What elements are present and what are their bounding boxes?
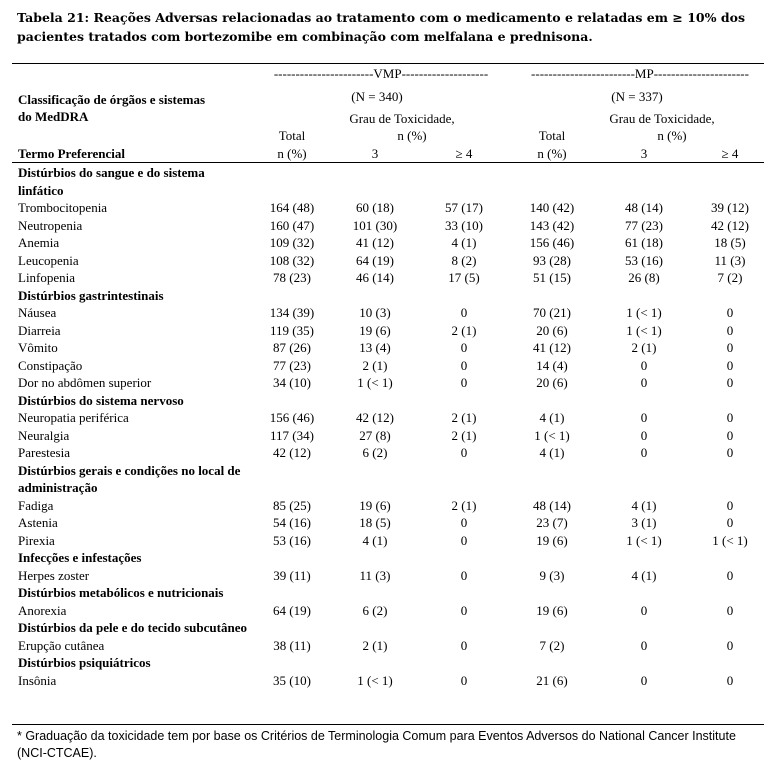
vmp-grade3-cell: 19 (6) bbox=[359, 322, 391, 338]
vmp-total-cell: 108 (32) bbox=[269, 252, 315, 268]
table-row bbox=[12, 252, 764, 270]
mp-total-cell: 41 (12) bbox=[533, 340, 571, 355]
mp-grade3-cell: 26 (8) bbox=[628, 270, 660, 285]
mp-grade4-cell: 0 bbox=[726, 602, 734, 618]
table-row bbox=[12, 672, 764, 690]
header-bottom-rule bbox=[12, 162, 764, 163]
vmp-grade3-cell: 2 (1) bbox=[362, 357, 388, 373]
preferred-term-cell: Pirexia bbox=[18, 532, 55, 548]
mp-total-cell: 7 (2) bbox=[539, 637, 565, 653]
mp-total-cell: 140 (42) bbox=[529, 200, 575, 215]
vmp-grade-header-line2: n (%) bbox=[397, 128, 427, 143]
mp-grade4-cell: 0 bbox=[726, 427, 734, 443]
vmp-total-cell: 35 (10) bbox=[273, 672, 311, 688]
mp-total-header: Total bbox=[538, 128, 566, 143]
mp-total-npct-header: n (%) bbox=[537, 146, 567, 161]
vmp-total-cell: 119 (35) bbox=[270, 322, 314, 338]
vmp-total-cell: 85 (25) bbox=[273, 497, 311, 513]
vmp-total-cell: 87 (26) bbox=[273, 340, 311, 355]
preferred-term-cell: Erupção cutânea bbox=[18, 637, 105, 653]
mp-grade4-cell: 0 bbox=[726, 497, 734, 513]
category-heading: Distúrbios do sistema nervoso bbox=[18, 392, 184, 408]
vmp-grade4-cell: 0 bbox=[460, 567, 468, 583]
category-heading: Distúrbios do sangue e do sistema linfático bbox=[18, 165, 205, 198]
vmp-grade3-cell: 27 (8) bbox=[359, 427, 391, 443]
vmp-total-cell: 39 (11) bbox=[273, 567, 311, 583]
preferred-term-cell: Anorexia bbox=[18, 602, 67, 618]
vmp-total-cell: 109 (32) bbox=[269, 235, 315, 250]
mp-grade4-cell: 0 bbox=[726, 567, 734, 583]
mp-grade3-cell: 0 bbox=[640, 445, 648, 460]
mp-grade3-cell: 0 bbox=[640, 637, 648, 653]
vmp-grade-header-line1: Grau de Toxicidade, bbox=[349, 111, 455, 126]
vmp-total-npct-header: n (%) bbox=[277, 146, 307, 161]
vmp-grade4-cell: 17 (5) bbox=[448, 270, 480, 285]
vmp-grade3-cell: 46 (14) bbox=[356, 270, 394, 285]
vmp-grade3-cell: 41 (12) bbox=[356, 235, 394, 250]
mp-grade4-cell: 18 (5) bbox=[714, 235, 746, 250]
preferred-term-cell: Parestesia bbox=[18, 445, 70, 460]
mp-grade4-cell: 0 bbox=[726, 340, 734, 355]
preferred-term-cell: Astenia bbox=[18, 515, 58, 530]
mp-total-cell: 20 (6) bbox=[536, 322, 568, 338]
table-row bbox=[12, 514, 764, 532]
vmp-grade3-cell: 6 (2) bbox=[362, 445, 388, 460]
vmp-grade3-cell: 101 (30) bbox=[352, 217, 398, 233]
vmp-total-cell: 34 (10) bbox=[273, 375, 311, 390]
vmp-grade4-cell: 0 bbox=[460, 602, 468, 618]
table-row bbox=[12, 357, 764, 375]
preferred-term-cell: Leucopenia bbox=[18, 252, 79, 268]
table-row bbox=[12, 217, 764, 235]
mp-grade4-cell: 0 bbox=[726, 357, 734, 373]
vmp-total-cell: 117 (34) bbox=[270, 427, 314, 443]
mp-grade3-cell: 61 (18) bbox=[625, 235, 663, 250]
preferred-term-cell: Herpes zoster bbox=[18, 567, 90, 583]
vmp-grade4-cell: 0 bbox=[460, 515, 468, 530]
table-row bbox=[12, 444, 764, 462]
preferred-term-cell: Diarreia bbox=[18, 322, 61, 338]
vmp-grade3-cell: 13 (4) bbox=[359, 340, 391, 355]
mp-grade4-cell: 11 (3) bbox=[714, 252, 746, 268]
table-bottom-rule bbox=[12, 724, 764, 725]
vmp-grade3-cell: 1 (< 1) bbox=[357, 672, 393, 688]
preferred-term-cell: Neuropatia periférica bbox=[18, 410, 129, 425]
preferred-term-cell: Neutropenia bbox=[18, 217, 83, 233]
mp-grade3-cell: 0 bbox=[640, 602, 648, 618]
mp-grade4-cell: 42 (12) bbox=[711, 217, 749, 233]
vmp-total-cell: 77 (23) bbox=[273, 357, 311, 373]
mp-grade4-cell: 7 (2) bbox=[717, 270, 743, 285]
preferred-term-cell: Neuralgia bbox=[18, 427, 70, 443]
vmp-grade4-cell: 0 bbox=[460, 357, 468, 373]
category-heading: Distúrbios gastrintestinais bbox=[18, 287, 164, 303]
vmp-grade4-cell: 33 (10) bbox=[445, 217, 483, 233]
mp-total-cell: 19 (6) bbox=[536, 532, 568, 548]
mp-total-cell: 19 (6) bbox=[536, 602, 568, 618]
mp-grade3-cell: 0 bbox=[640, 672, 648, 688]
mp-total-cell: 23 (7) bbox=[536, 515, 568, 530]
vmp-grade3-cell: 42 (12) bbox=[356, 410, 394, 425]
mp-grade4-cell: 0 bbox=[726, 322, 734, 338]
category-heading: Distúrbios gerais e condições no local de administração bbox=[18, 462, 241, 495]
vmp-grade4-cell: 0 bbox=[460, 340, 468, 355]
table-top-rule bbox=[12, 63, 764, 64]
vmp-grade4-cell: 4 (1) bbox=[451, 235, 477, 250]
category-heading: Distúrbios metabólicos e nutricionais bbox=[18, 585, 224, 600]
preferred-term-cell: Insônia bbox=[18, 672, 57, 688]
vmp-grade3-cell: 64 (19) bbox=[356, 252, 394, 268]
vmp-grade3-cell: 19 (6) bbox=[359, 497, 391, 513]
vmp-grade3-cell: 4 (1) bbox=[362, 532, 388, 548]
vmp-group-label: -----------------------VMP-------------------- bbox=[273, 66, 489, 81]
vmp-grade4-cell: 2 (1) bbox=[451, 427, 477, 443]
mp-total-cell: 4 (1) bbox=[539, 410, 565, 425]
preferred-term-cell: Linfopenia bbox=[18, 270, 76, 285]
table-row bbox=[12, 234, 764, 252]
vmp-grade3-cell: 2 (1) bbox=[362, 637, 388, 653]
table-row bbox=[12, 199, 764, 217]
mp-grade3-cell: 1 (< 1) bbox=[626, 322, 662, 338]
mp-grade3-cell: 0 bbox=[640, 375, 648, 390]
mp-grade3-cell: 0 bbox=[640, 410, 648, 425]
mp-total-cell: 48 (14) bbox=[533, 497, 571, 513]
category-heading: Infecções e infestações bbox=[18, 550, 142, 565]
vmp-grade4-cell: 0 bbox=[460, 375, 468, 390]
vmp-total-cell: 42 (12) bbox=[273, 445, 311, 460]
preferred-term-cell: Dor no abdômen superior bbox=[18, 375, 152, 390]
mp-grade3-cell: 0 bbox=[640, 427, 648, 443]
mp-grade4-cell: 1 (< 1) bbox=[712, 532, 748, 548]
mp-grade3-cell: 48 (14) bbox=[625, 200, 663, 215]
mp-grade3-cell: 1 (< 1) bbox=[626, 532, 662, 548]
mp-grade3-header: 3 bbox=[640, 146, 648, 161]
preferred-term-cell: Trombocitopenia bbox=[18, 200, 108, 215]
mp-grade3-cell: 2 (1) bbox=[631, 340, 657, 355]
mp-total-cell: 93 (28) bbox=[533, 252, 571, 268]
preferred-term-cell: Constipação bbox=[18, 357, 83, 373]
mp-grade3-cell: 1 (< 1) bbox=[626, 305, 662, 320]
mp-total-cell: 1 (< 1) bbox=[534, 427, 570, 443]
adverse-reactions-table bbox=[12, 63, 764, 725]
mp-grade4-cell: 0 bbox=[726, 672, 734, 688]
vmp-total-cell: 156 (46) bbox=[269, 410, 315, 425]
vmp-grade4-cell: 2 (1) bbox=[451, 322, 477, 338]
mp-grade3-cell: 0 bbox=[640, 357, 648, 373]
vmp-total-cell: 160 (47) bbox=[269, 217, 315, 233]
soc-header-line1: Classificação de órgãos e sistemas bbox=[18, 92, 206, 107]
table-caption: Tabela 21: Reações Adversas relacionadas ao tratamento com o medicamento e relatadas em ≥ 10% dos pacientes tratados com bortezomibe em combinação com melfalana e prednisona. bbox=[17, 10, 745, 44]
mp-grade4-cell: 0 bbox=[726, 375, 734, 390]
mp-total-cell: 51 (15) bbox=[533, 270, 571, 285]
vmp-grade4-cell: 0 bbox=[460, 532, 468, 548]
preferred-term-header: Termo Preferencial bbox=[18, 146, 125, 161]
vmp-grade3-cell: 18 (5) bbox=[359, 515, 391, 530]
mp-total-cell: 20 (6) bbox=[536, 375, 568, 390]
mp-grade4-cell: 0 bbox=[726, 445, 734, 460]
mp-grade-header-line2: n (%) bbox=[657, 128, 687, 143]
vmp-grade4-cell: 0 bbox=[460, 305, 468, 320]
vmp-total-header: Total bbox=[278, 128, 306, 143]
mp-group-label: ------------------------MP---------------------- bbox=[531, 66, 749, 81]
vmp-grade4-header: ≥ 4 bbox=[455, 146, 473, 161]
table-row bbox=[12, 374, 764, 392]
preferred-term-cell: Fadiga bbox=[18, 497, 54, 513]
soc-header-line2: do MedDRA bbox=[18, 109, 89, 124]
mp-grade-header-line1: Grau de Toxicidade, bbox=[609, 111, 715, 126]
vmp-total-cell: 164 (48) bbox=[269, 200, 315, 215]
vmp-grade4-cell: 0 bbox=[460, 672, 468, 688]
table-row bbox=[12, 322, 764, 340]
mp-grade4-header: ≥ 4 bbox=[721, 146, 739, 161]
vmp-total-cell: 38 (11) bbox=[273, 637, 311, 653]
vmp-grade3-cell: 11 (3) bbox=[359, 567, 391, 583]
table-row bbox=[12, 409, 764, 427]
mp-total-cell: 14 (4) bbox=[536, 357, 568, 373]
vmp-grade4-cell: 0 bbox=[460, 445, 468, 460]
vmp-total-cell: 134 (39) bbox=[269, 305, 315, 320]
mp-grade4-cell: 0 bbox=[726, 305, 734, 320]
vmp-grade3-cell: 10 (3) bbox=[359, 305, 391, 320]
mp-grade3-cell: 4 (1) bbox=[631, 497, 657, 513]
vmp-grade3-header: 3 bbox=[371, 146, 379, 161]
table-row bbox=[12, 269, 764, 287]
vmp-grade3-cell: 60 (18) bbox=[356, 200, 394, 215]
mp-total-cell: 156 (46) bbox=[529, 235, 575, 250]
preferred-term-cell: Vômito bbox=[18, 340, 58, 355]
mp-grade3-cell: 4 (1) bbox=[631, 567, 657, 583]
table-row bbox=[12, 602, 764, 620]
mp-total-cell: 70 (21) bbox=[533, 305, 571, 320]
mp-grade4-cell: 0 bbox=[726, 410, 734, 425]
table-row bbox=[12, 637, 764, 655]
vmp-total-cell: 64 (19) bbox=[273, 602, 311, 618]
mp-total-cell: 4 (1) bbox=[539, 445, 565, 460]
vmp-n: (N = 340) bbox=[351, 89, 403, 104]
vmp-grade4-cell: 0 bbox=[460, 637, 468, 653]
vmp-grade4-cell: 8 (2) bbox=[451, 252, 477, 268]
mp-total-cell: 143 (42) bbox=[529, 217, 575, 233]
preferred-term-cell: Náusea bbox=[18, 305, 57, 320]
preferred-term-cell: Anemia bbox=[18, 235, 60, 250]
mp-grade3-cell: 3 (1) bbox=[631, 515, 657, 530]
vmp-grade4-cell: 2 (1) bbox=[451, 497, 477, 513]
vmp-grade3-cell: 6 (2) bbox=[362, 602, 388, 618]
mp-grade3-cell: 77 (23) bbox=[625, 217, 663, 233]
mp-total-cell: 21 (6) bbox=[536, 672, 568, 688]
table-row bbox=[12, 339, 764, 357]
mp-grade4-cell: 0 bbox=[726, 515, 734, 530]
vmp-grade4-cell: 2 (1) bbox=[451, 410, 477, 425]
mp-grade3-cell: 53 (16) bbox=[625, 252, 663, 268]
table-footnote: * Graduação da toxicidade tem por base os Critérios de Terminologia Comum para Eventos Adversos do National Cancer Institute (NCI-CTCAE). bbox=[17, 729, 736, 760]
mp-grade4-cell: 0 bbox=[726, 637, 734, 653]
table-row bbox=[12, 497, 764, 515]
category-heading: Distúrbios psiquiátricos bbox=[18, 655, 151, 670]
table-row bbox=[12, 567, 764, 585]
vmp-grade4-cell: 57 (17) bbox=[445, 200, 483, 215]
mp-total-cell: 9 (3) bbox=[539, 567, 565, 583]
table-row bbox=[12, 304, 764, 322]
table-row bbox=[12, 427, 764, 445]
vmp-grade3-cell: 1 (< 1) bbox=[357, 375, 393, 390]
category-heading: Distúrbios da pele e do tecido subcutâneo bbox=[18, 620, 247, 635]
mp-n: (N = 337) bbox=[611, 89, 663, 104]
vmp-total-cell: 78 (23) bbox=[273, 270, 311, 285]
vmp-total-cell: 53 (16) bbox=[273, 532, 311, 548]
vmp-total-cell: 54 (16) bbox=[273, 515, 311, 530]
table-row bbox=[12, 532, 764, 550]
mp-grade4-cell: 39 (12) bbox=[711, 200, 749, 215]
